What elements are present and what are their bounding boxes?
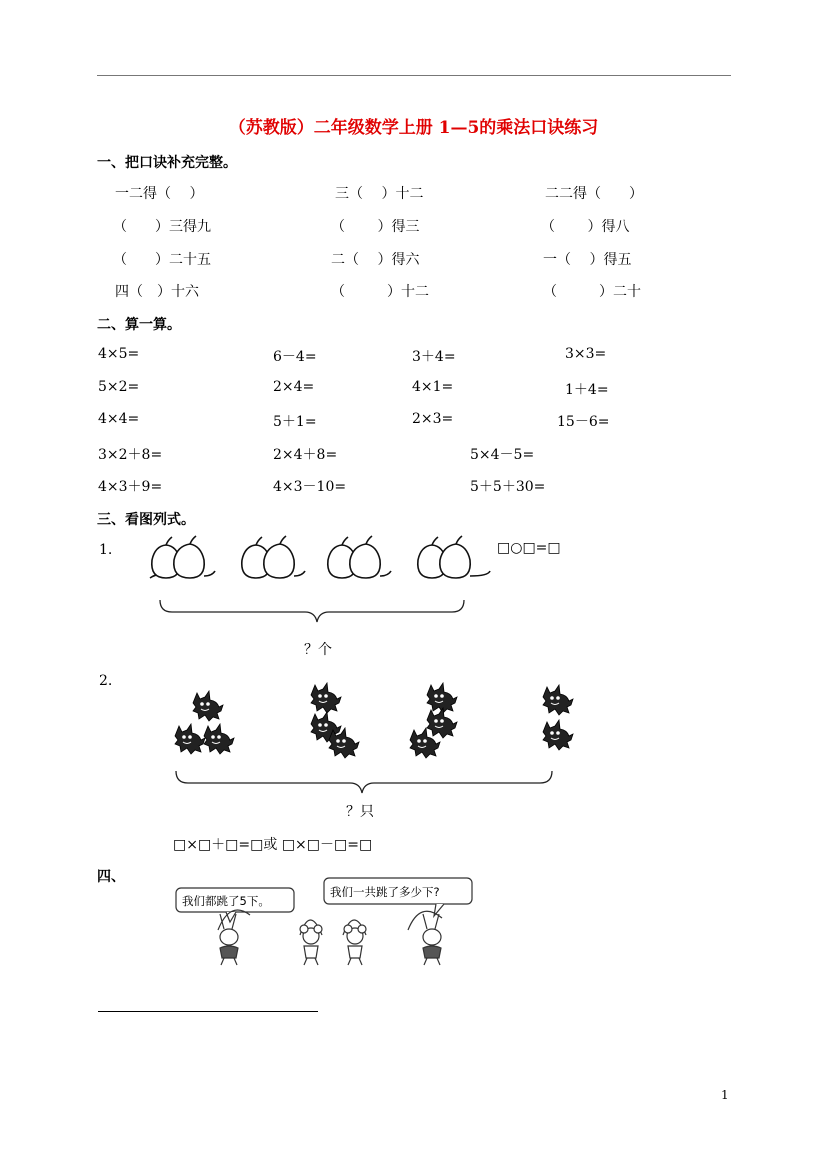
fill-item: 一（ ）得五	[543, 252, 632, 268]
fill-item: （ ）二十	[543, 284, 641, 300]
bubble1-text: 我们都跳了5下。	[182, 894, 270, 908]
calc-item: 2×4=	[273, 379, 315, 395]
mouse-icon	[300, 920, 322, 965]
calc-item: 4×5=	[98, 346, 140, 362]
section1-heading: 一、把口诀补充完整。	[97, 155, 237, 171]
fill-item: （ ）三得九	[113, 219, 211, 235]
calc-item: 4×3＋9=	[98, 479, 163, 495]
q1-formula: □○□=□	[497, 540, 561, 556]
fill-item: 四（ ）十六	[115, 284, 199, 300]
fill-item: 二二得（ ）	[545, 186, 643, 202]
calc-item: 15－6=	[557, 414, 610, 430]
calc-item: 4×3－10=	[273, 479, 347, 495]
calc-item: 4×1=	[412, 379, 454, 395]
calc-item: 3×2＋8=	[98, 447, 163, 463]
rabbit-icon	[218, 910, 250, 965]
calc-item: 5＋1=	[273, 414, 317, 430]
calc-item: 3＋4=	[412, 349, 456, 365]
fill-item: （ ）得八	[541, 219, 630, 235]
calc-item: 2×3=	[412, 411, 454, 427]
calc-item: 3×3=	[565, 346, 607, 362]
section2-heading: 二、算一算。	[97, 317, 181, 333]
fill-item: （ ）十二	[331, 284, 429, 300]
calc-item: 5×4－5=	[470, 447, 535, 463]
footnote-rule	[98, 1011, 318, 1012]
page-title: （苏教版）二年级数学上册 1—5的乘法口诀练习	[228, 118, 599, 138]
calc-item: 6－4=	[273, 349, 317, 365]
q2-question: ？只	[346, 804, 374, 820]
fill-item: 三（ ）十二	[335, 186, 424, 202]
q2-formula: □×□＋□=□或 □×□－□=□	[173, 837, 373, 853]
calc-item: 1＋4=	[565, 382, 609, 398]
calc-item: 5×2=	[98, 379, 140, 395]
fill-item: （ ）得三	[331, 219, 420, 235]
calc-item: 2×4＋8=	[273, 447, 338, 463]
calc-item: 5＋5＋30=	[470, 479, 546, 495]
fill-item: 二（ ）得六	[331, 252, 420, 268]
q2-number: 2.	[99, 673, 113, 689]
section3-heading: 三、看图列式。	[97, 512, 195, 528]
q1-number: 1.	[99, 542, 113, 558]
section4-heading: 四、	[97, 869, 125, 885]
q1-question: ？个	[304, 642, 332, 658]
mouse-icon	[343, 920, 366, 965]
rabbit-icon	[408, 911, 442, 965]
calc-item: 4×4=	[98, 411, 140, 427]
bubble2-text: 我们一共跳了多少下?	[330, 885, 440, 899]
fill-item: （ ）二十五	[113, 252, 211, 268]
fill-item: 一二得（ ）	[115, 186, 204, 202]
page-number: 1	[721, 1088, 729, 1102]
